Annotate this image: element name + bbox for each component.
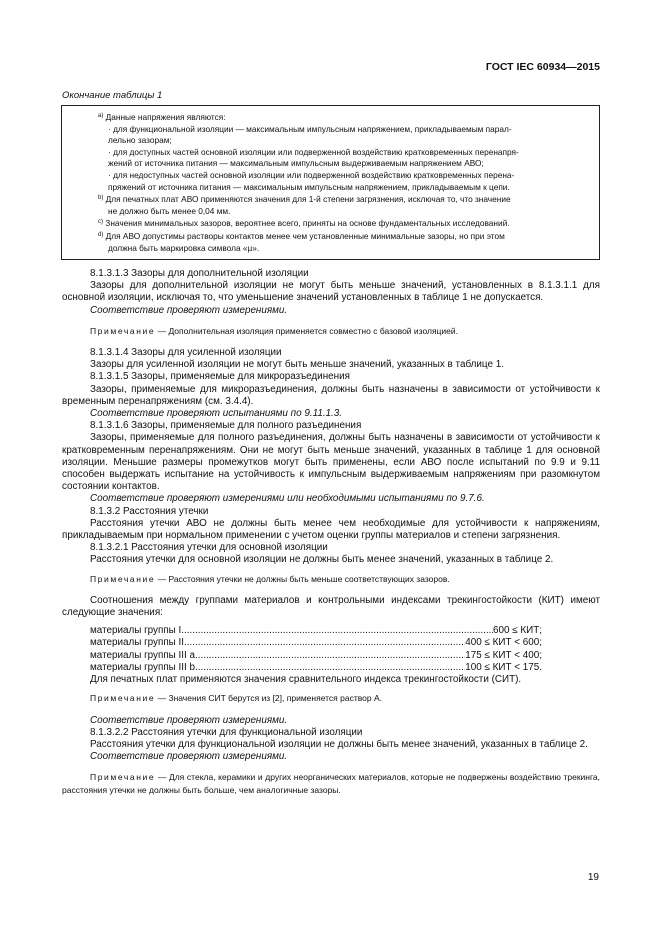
footnote-line	[70, 158, 591, 170]
kit-material: материалы группы II	[90, 637, 185, 649]
paragraph: Расстояния утечки АВО не должны быть менее чем необходимые для устойчивости к напряжениям, прикладываемым при нормальном применении с учетом оценки группы материалов и степени загрязнения.	[62, 517, 600, 542]
document-body	[62, 268, 600, 796]
note-label: Примечание	[90, 573, 156, 584]
compliance-check: Соответствие проверяют измерениями.	[90, 751, 288, 763]
page-number: 19	[587, 872, 599, 883]
note-dash: —	[155, 325, 169, 336]
note-dash: —	[155, 693, 169, 704]
note-text: Расстояния утечки не должны быть меньше соответствующих зазоров.	[168, 573, 450, 584]
note-label: Примечание	[90, 325, 156, 336]
table-footnotes-box	[61, 105, 600, 260]
paragraph: Зазоры, применяемые для полного разъединения, должны быть назначены в зависимости от устойчивости к кратковременным перенапряжениям. Они не могут быть меньше значений, указанных в таблице 1 для основной изоляции. Меньшие размеры промежутков могут быть применены, если АВО после испытаний по 9.9 и 9.11 способен выдержать испытание на устойчивость к импульсным выдерживаемым напряжениям при разомкнутом состоянии контактов.	[62, 432, 600, 493]
footnote-line	[70, 243, 591, 255]
paragraph: Для печатных плат применяются значения сравнительного индекса трекингостойкости (СИТ).	[90, 674, 522, 686]
footnote-marker: d)	[98, 231, 104, 238]
footnote-text: Для печатных плат АВО применяются значения для 1-й степени загрязнения, исключая то, что значение	[103, 194, 511, 205]
section-title-8-1-3-1-6: 8.1.3.1.6 Зазоры, применяемые для полного разъединения	[90, 420, 362, 432]
kit-list	[62, 625, 600, 674]
note	[62, 325, 600, 337]
footnote-line	[70, 217, 591, 230]
note	[62, 771, 600, 795]
kit-row	[62, 650, 542, 662]
footnote-text: Значения минимальных зазоров, вероятнее всего, приняты на основе фундаментальных исследований.	[103, 218, 510, 229]
footnote-text: · для функциональной изоляции — максимальным импульсным напряжением, прикладываемым парал-	[108, 123, 512, 134]
footnote-text: жений от источника питания — максимальным импульсным выдерживаемым напряжением АВО;	[108, 158, 484, 169]
footnote-marker: c)	[98, 219, 103, 226]
kit-value: 600 ≤ КИТ;	[492, 625, 542, 637]
footnote-text: должна быть маркировка символа «µ».	[108, 242, 260, 253]
kit-material: материалы группы III b	[90, 661, 195, 673]
compliance-check: Соответствие проверяют испытаниями по 9.11.1.3.	[90, 408, 343, 420]
kit-material: материалы группы III a	[90, 649, 195, 661]
paragraph: Зазоры, применяемые для микроразъединения, должны быть назначены в зависимости от устойчивости к временным перенапряжениям (см. 3.4.4).	[62, 383, 600, 407]
note-dash: —	[155, 573, 169, 584]
kit-row	[62, 625, 542, 637]
paragraph: Расстояния утечки для основной изоляции не должны быть менее значений, указанных в таблице 2.	[90, 554, 554, 566]
note	[62, 573, 600, 585]
kit-value: 400 ≤ КИТ < 600;	[465, 637, 542, 649]
footnote-text: Для АВО допустимы растворы контактов менее чем установленные минимальные зазоры, но при этом	[103, 230, 505, 241]
document-standard-header: ГОСТ IEC 60934—2015	[485, 61, 600, 73]
paragraph-kit-intro: Соотношения между группами материалов и контрольными индексами трекингостойкости (КИТ) имеют следующие значения:	[62, 594, 600, 619]
footnote-line	[70, 206, 591, 218]
footnote-line	[70, 193, 591, 206]
kit-value: 175 ≤ КИТ < 400;	[465, 649, 542, 661]
section-title-8-1-3-1-5: 8.1.3.1.5 Зазоры, применяемые для микроразъединения	[90, 371, 350, 383]
paragraph: Зазоры для усиленной изоляции не могут быть меньше значений, указанных в таблице 1.	[90, 359, 504, 371]
footnote-line	[70, 170, 591, 182]
footnote-line	[70, 147, 591, 159]
kit-row	[62, 637, 542, 649]
note	[62, 692, 600, 704]
paragraph: Зазоры для дополнительной изоляции не могут быть меньше значений, установленных в 8.1.3.1.1 для основной изоляции, исключая то, что уменьшение значений установленных в таблице 1 не допускается.	[62, 280, 600, 304]
footnote-text: · для доступных частей основной изоляции или подверженной воздействию кратковременных перенапря-	[108, 146, 519, 157]
footnote-text: пряжений от источника питания — максимальным импульсным напряжением, прикладываемым к цепи.	[108, 181, 510, 192]
table-caption: Окончание таблицы 1	[62, 90, 163, 101]
footnote-text: Данные напряжения являются:	[103, 112, 226, 122]
section-title-8-1-3-1-3: 8.1.3.1.3 Зазоры для дополнительной изоляции	[90, 268, 309, 279]
kit-row	[62, 662, 542, 674]
section-title-8-1-3-2-1: 8.1.3.2.1 Расстояния утечки для основной изоляции	[90, 542, 328, 554]
compliance-check: Соответствие проверяют измерениями.	[90, 304, 288, 316]
section-title-8-1-3-2-2: 8.1.3.2.2 Расстояния утечки для функциональной изоляции	[90, 726, 363, 738]
footnote-line	[70, 230, 591, 243]
footnote-line	[70, 111, 591, 124]
section-title-8-1-3-2: 8.1.3.2 Расстояния утечки	[90, 505, 209, 517]
note-dash: —	[155, 772, 169, 783]
compliance-check: Соответствие проверяют измерениями.	[90, 714, 288, 726]
note-label: Примечание	[90, 693, 156, 704]
footnote-line	[70, 182, 591, 194]
footnote-text: лельно зазорам;	[108, 135, 172, 146]
compliance-check: Соответствие проверяют измерениями или необходимыми испытаниями по 9.7.6.	[90, 493, 485, 505]
kit-value: 100 ≤ КИТ < 175.	[465, 661, 542, 673]
note-text: Значения СИТ берутся из [2], применяется раствор А.	[168, 693, 383, 704]
footnote-text: · для недоступных частей основной изоляции или подверженной воздействию кратковременных перена-	[108, 169, 515, 180]
footnote-marker: a)	[98, 113, 104, 119]
note-text: Дополнительная изоляция применяется совместно с базовой изоляцией.	[168, 325, 459, 336]
note-label: Примечание	[90, 772, 156, 783]
footnote-text: не должно быть менее 0,04 мм.	[108, 205, 231, 216]
footnote-line	[70, 135, 591, 147]
footnote-marker: b)	[98, 195, 104, 202]
note-text: Для стекла, керамики и других неорганических материалов, которые не подвержены воздействию трекинга, расстояния утечки не должны быть больше, чем аналогичные зазоры.	[62, 772, 600, 795]
paragraph: Расстояния утечки для функциональной изоляции не должны быть менее значений, указанных в таблице 2.	[90, 738, 588, 750]
kit-material: материалы группы I	[90, 625, 182, 637]
section-title-8-1-3-1-4: 8.1.3.1.4 Зазоры для усиленной изоляции	[90, 347, 282, 359]
footnote-line	[70, 124, 591, 136]
